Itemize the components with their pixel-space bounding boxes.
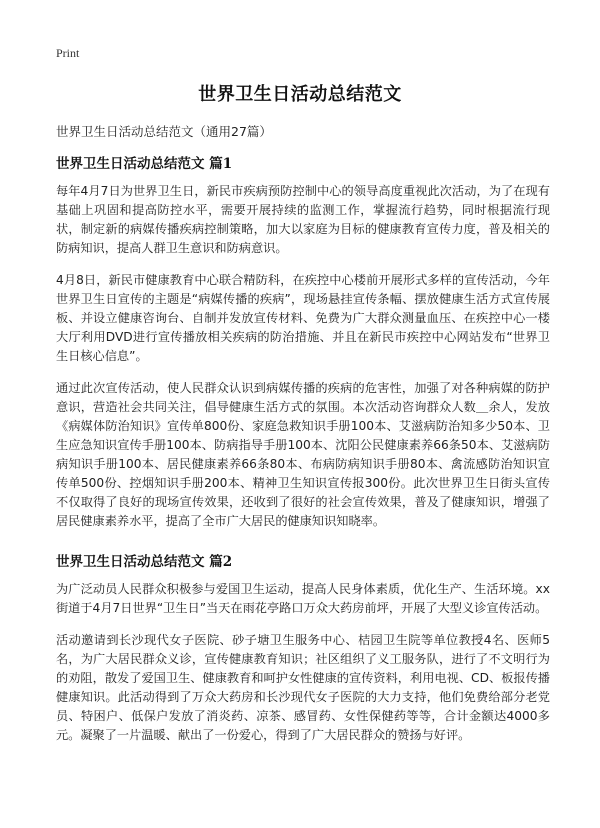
section-heading-1: 世界卫生日活动总结范文 篇1 bbox=[56, 156, 233, 172]
paragraph: 4月8日，新民市健康教育中心联合精防科，在疾控中心楼前开展形式多样的宣传活动，今年世界卫生日宣传的主题是“病媒传播的疾病”，现场悬挂宣传条幅、摆放健康生活方式宣传展板、并设立健康咨询台、自制并发放宣传材料、免费为广大群众测量血压、在疾控中心一楼大厅利用DVD进行宣传播放相关疾病的防治措施、并且在新民市疾控中心网站发布“世界卫生日核心信息”。 bbox=[56, 273, 550, 363]
paragraph: 为广泛动员人民群众积极参与爱国卫生运动，提高人民身体素质，优化生产、生活环境。xx街道于4月7日世界“卫生日”当天在雨花亭路口万众大药房前坪，开展了大型义诊宣传活动。 bbox=[56, 582, 550, 615]
document-subtitle: 世界卫生日活动总结范文（通用27篇） bbox=[56, 124, 272, 139]
paragraph: 每年4月7日为世界卫生日，新民市疾病预防控制中心的领导高度重视此次活动，为了在现有基础上巩固和提高防控水平，需要开展持续的监测工作，掌握流行趋势，同时根据流行现状，制定新的病媒传播疾病控制策略，加大以家庭为目标的健康教育宣传力度，普及相关的防病知识，提高人群卫生意识和防病意识。 bbox=[56, 184, 550, 255]
paragraph: 活动邀请到长沙现代女子医院、砂子塘卫生服务中心、桔园卫生院等单位教授4名、医师5名，为广大居民群众义诊，宣传健康教育知识；社区组织了义工服务队，进行了不文明行为的劝阻，散发了爱国卫生、健康教育和呵护女性健康的宣传资料，利用电视、CD、板报传播健康知识。此活动得到了万众大药房和长沙现代女子医院的大力支持，他们免费给部分老党员、特困户、低保户发放了消炎药、凉茶、感冒药、女性保健药等等，合计金额达4000多元。凝聚了一片温暖、献出了一份爱心，得到了广大居民群众的赞扬与好评。 bbox=[56, 633, 550, 742]
page-title: 世界卫生日活动总结范文 bbox=[198, 84, 402, 105]
section-heading-2: 世界卫生日活动总结范文 篇2 bbox=[56, 554, 233, 570]
document-body bbox=[56, 152, 550, 758]
paragraph: 通过此次宣传活动，使人民群众认识到病媒传播的疾病的危害性，加强了对各种病媒的防护意识，营造社会共同关注，倡导健康生活方式的氛围。本次活动咨询群众人数＿余人，发放《病媒体防治知识》宣传单800份、家庭急救知识手册100本、艾滋病防治知多少50本、卫生应急知识宣传手册100本、防病指导手册100本、沈阳公民健康素养66条50本、艾滋病防病知识手册100本、居民健康素养66条80本、布病防病知识手册80本、禽流感防治知识宣传单500份、控烟知识手册200本、精神卫生知识宣传报300份。此次世界卫生日街头宣传不仅取得了良好的现场宣传效果，还收到了很好的社会宣传效果，普及了健康知识，增强了居民健康素养水平，提高了全市广大居民的健康知识知晓率。 bbox=[56, 381, 550, 528]
print-link[interactable]: Print bbox=[56, 46, 80, 60]
